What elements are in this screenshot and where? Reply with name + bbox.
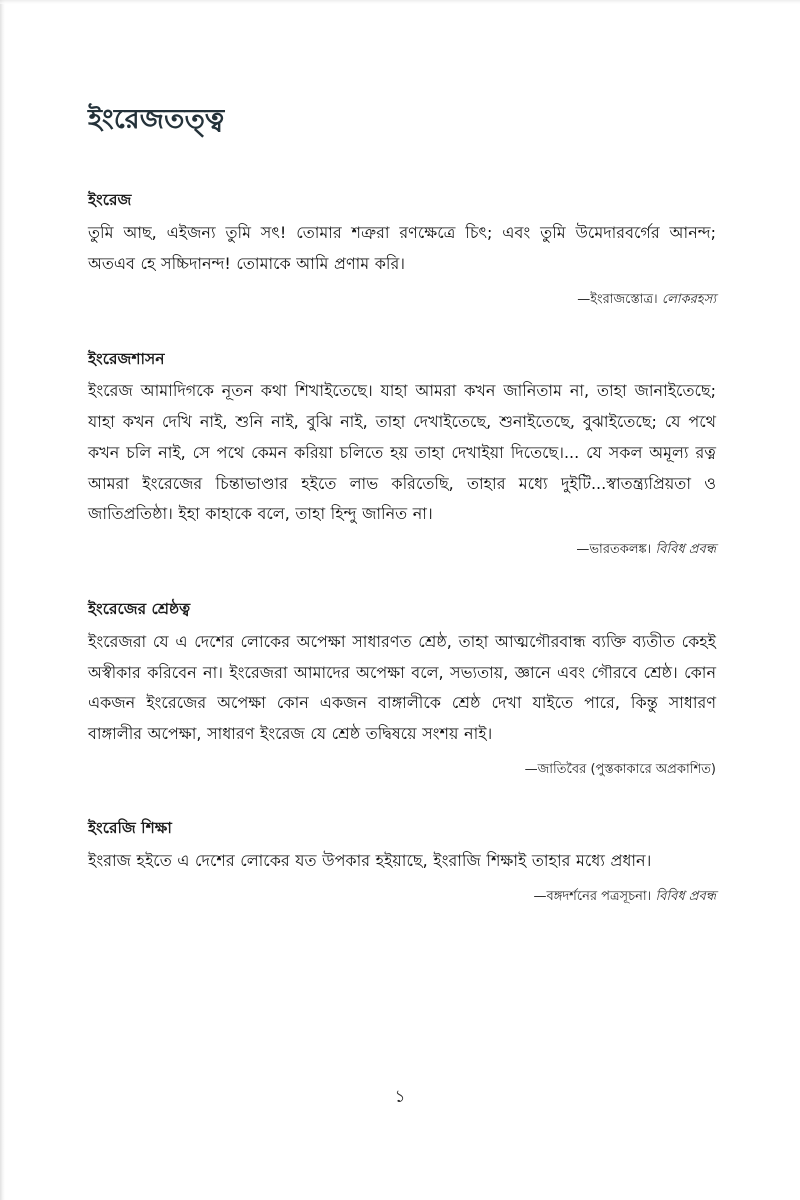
- section-spacer: [88, 810, 716, 818]
- attribution-source: বিবিধ প্রবন্ধ: [655, 889, 716, 905]
- section-ingrejshashon: [88, 349, 716, 561]
- section-ingrej: [88, 190, 716, 310]
- section-heading: ইংরেজ: [88, 191, 132, 210]
- section-body: ইংরেজ আমাদিগকে নূতন কথা শিখাইতেছে। যাহা আমরা কখন জানিতাম না, তাহা জানাইতেছে; যাহা কখন দেখি নাই, শুনি নাই, বুঝি নাই, তাহা দেখাইতেছে, শুনাইতেছে, বুঝাইতেছে; যে পথে কখন চলি নাই, সে পথে কেমন করিয়া চলিতে হয় তাহা দেখাইয়া দিতেছে।... যে সকল অমূল্য রত্ন আমরা ইংরেজের চিন্তাভাণ্ডার হইতে লাভ করিতেছি, তাহার মধ্যে দুইটি...স্বাতন্ত্র্যপ্রিয়তা ও জাতিপ্রতিষ্ঠা। ইহা কাহাকে বলে, তাহা হিন্দু জানিত না।: [88, 381, 716, 524]
- section-attribution: [88, 760, 716, 781]
- section-body: ইংরাজ হইতে এ দেশের লোকের যত উপকার হইয়াছে, ইংরাজি শিক্ষাই তাহার মধ্যে প্রধান।: [88, 851, 652, 871]
- section-ingrejer-shreshthotto: [88, 599, 716, 781]
- section-attribution: [88, 540, 716, 561]
- page-content: [88, 104, 716, 908]
- section-spacer: [88, 341, 716, 349]
- section-attribution: [88, 290, 716, 311]
- attribution-source: লোকরহস্য: [661, 291, 716, 307]
- section-spacer: [88, 591, 716, 599]
- attribution-work: জাতিবৈর (পুস্তকাকারে অপ্রকাশিত): [537, 761, 716, 777]
- scan-edge-top: [0, 0, 800, 4]
- section-heading: ইংরেজশাসন: [88, 349, 165, 368]
- attribution-dash: —: [533, 889, 547, 905]
- section-body: ইংরেজরা যে এ দেশের লোকের অপেক্ষা সাধারণত শ্রেষ্ঠ, তাহা আত্মগৌরবান্ধ ব্যক্তি ব্যতীত কেহই অস্বীকার করিবেন না। ইংরেজরা আমাদের অপেক্ষা বলে, সভ্যতায়, জ্ঞানে এবং গৌরবে শ্রেষ্ঠ। কোন একজন ইংরেজের অপেক্ষা কোন একজন বাঙ্গালীকে শ্রেষ্ঠ দেখা যাইতে পারে, কিন্তু সাধারণ বাঙ্গালীর অপেক্ষা, সাধারণ ইংরেজ যে শ্রেষ্ঠ তদ্বিষয়ে সংশয় নাই।: [88, 631, 716, 743]
- attribution-dash: —: [524, 761, 538, 777]
- attribution-work: ইংরাজস্তোত্র।: [590, 291, 658, 307]
- scan-edge-left: [0, 0, 5, 1200]
- section-heading: ইংরেজের শ্রেষ্ঠত্ব: [88, 599, 191, 618]
- attribution-dash: —: [576, 542, 590, 558]
- attribution-work: ভারতকলঙ্ক।: [589, 542, 652, 558]
- page-number: ১: [394, 1087, 406, 1107]
- section-attribution: [88, 887, 716, 908]
- page-title: ইংরেজতত্ত্ব: [88, 104, 225, 135]
- attribution-source: বিবিধ প্রবন্ধ: [655, 542, 716, 558]
- section-ingreji-shiksha: [88, 818, 716, 907]
- attribution-work: বঙ্গদর্শনের পত্রসূচনা।: [546, 889, 652, 905]
- section-body: তুমি আছ, এইজন্য তুমি সৎ! তোমার শত্রুরা রণক্ষেত্রে চিৎ; এবং তুমি উমেদারবর্গের আনন্দ; অতএব হে সচ্চিদানন্দ! তোমাকে আমি প্রণাম করি।: [88, 223, 716, 274]
- section-heading: ইংরেজি শিক্ষা: [88, 819, 172, 838]
- attribution-dash: —: [577, 291, 591, 307]
